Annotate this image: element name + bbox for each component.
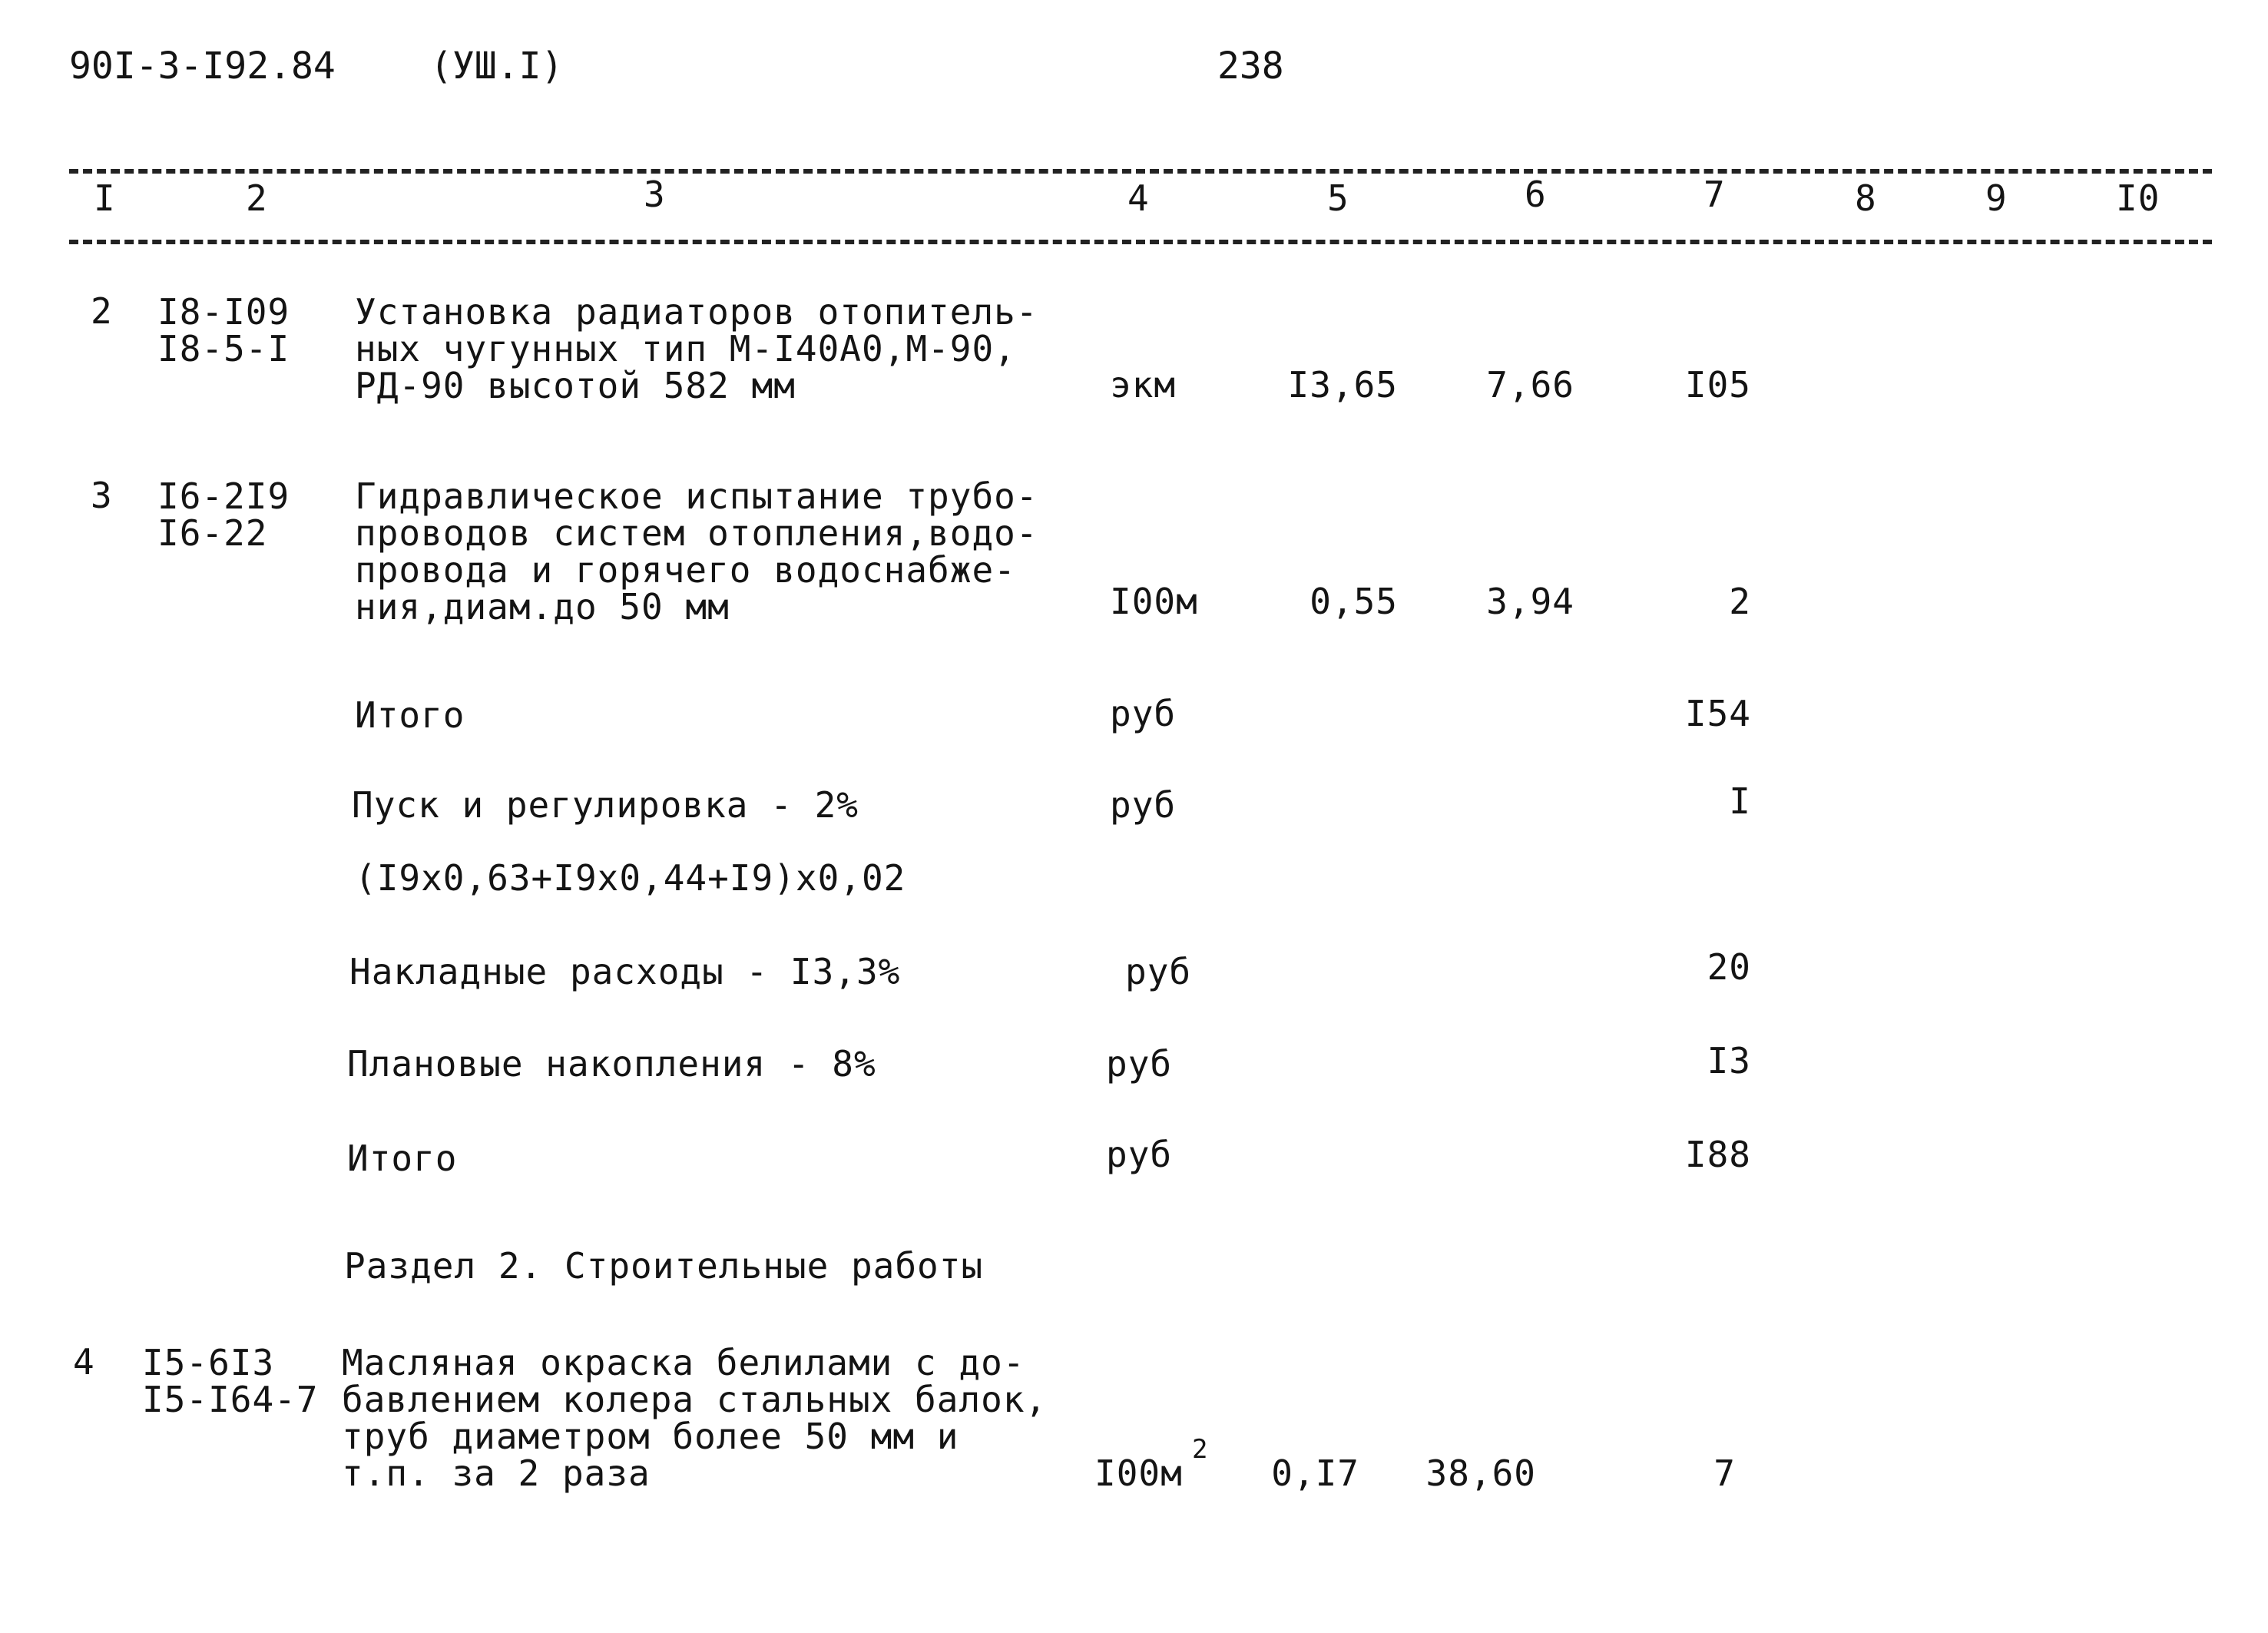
column-header-6: 6 xyxy=(1525,174,1547,215)
row-unit-price: 3,94 xyxy=(1486,581,1574,622)
description-line: проводов систем отопления,водо- xyxy=(355,512,1038,554)
summary-label: Плановые накопления - 8% xyxy=(347,1043,876,1085)
row-number: 4 xyxy=(73,1341,95,1383)
page-number: 238 xyxy=(1217,45,1284,88)
table-header-rule xyxy=(69,240,2212,244)
summary-total: I3 xyxy=(1707,1040,1751,1081)
row-quantity: 0,I7 xyxy=(1271,1452,1359,1494)
code-line: I8-5-I xyxy=(157,328,290,369)
summary-formula: (I9х0,63+I9х0,44+I9)х0,02 xyxy=(355,857,906,899)
row-unit: I00м xyxy=(1094,1452,1183,1494)
column-header-5: 5 xyxy=(1327,177,1349,219)
summary-total: I88 xyxy=(1684,1134,1751,1175)
code-line: I6-2I9 xyxy=(157,475,290,517)
code-line: I5-6I3 xyxy=(142,1342,275,1383)
column-header-8: 8 xyxy=(1855,177,1877,219)
sheet-reference: (УШ.I) xyxy=(430,45,564,88)
document-number: 90I-3-I92.84 xyxy=(69,45,336,88)
column-header-2: 2 xyxy=(246,177,268,219)
row-quantity: I3,65 xyxy=(1287,364,1398,406)
row-total: 7 xyxy=(1713,1452,1736,1494)
summary-unit: руб xyxy=(1106,1043,1173,1085)
summary-total: I54 xyxy=(1684,693,1751,734)
summary-label: Итого xyxy=(355,694,465,736)
summary-unit: руб xyxy=(1110,784,1177,826)
description-line: Масляная окраска белилами с до- xyxy=(342,1342,1025,1383)
table-top-rule xyxy=(69,169,2212,174)
summary-unit: руб xyxy=(1110,693,1177,734)
row-codes xyxy=(142,1344,319,1418)
column-header-10: I0 xyxy=(2116,177,2160,219)
summary-total: I xyxy=(1729,780,1751,822)
row-unit-price: 38,60 xyxy=(1425,1452,1536,1494)
description-line: т.п. за 2 раза xyxy=(342,1452,651,1494)
code-line: I6-22 xyxy=(157,512,268,554)
row-quantity: 0,55 xyxy=(1309,581,1398,622)
row-unit-price: 7,66 xyxy=(1486,364,1574,406)
description-line: ных чугунных тип М-I40А0,М-90, xyxy=(355,328,1016,369)
column-header-1: I xyxy=(94,177,116,219)
row-number: 2 xyxy=(91,290,113,332)
row-codes xyxy=(157,293,290,367)
column-header-7: 7 xyxy=(1703,174,1726,215)
row-number: 3 xyxy=(91,475,113,516)
row-unit-superscript: 2 xyxy=(1192,1434,1208,1465)
row-unit: экм xyxy=(1110,364,1177,406)
column-header-3: 3 xyxy=(644,174,666,215)
summary-unit: руб xyxy=(1106,1134,1173,1175)
description-line: Установка радиаторов отопитель- xyxy=(355,291,1038,333)
column-header-4: 4 xyxy=(1127,177,1150,219)
row-unit: I00м xyxy=(1110,581,1198,622)
description-line: ния,диам.до 50 мм xyxy=(355,586,730,628)
summary-label: Накладные расходы - I3,3% xyxy=(349,951,901,992)
row-total: I05 xyxy=(1684,364,1751,406)
description-line: труб диаметром более 50 мм и xyxy=(342,1416,959,1457)
column-header-9: 9 xyxy=(1985,177,2008,219)
summary-unit: руб xyxy=(1125,951,1192,992)
row-total: 2 xyxy=(1729,581,1751,622)
summary-label: Пуск и регулировка - 2% xyxy=(352,784,859,826)
row-description xyxy=(355,475,1038,628)
row-description xyxy=(355,293,1038,404)
description-line: провода и горячего водоснабже- xyxy=(355,549,1016,591)
row-description xyxy=(342,1344,1047,1492)
description-line: бавлением колера стальных балок, xyxy=(342,1379,1048,1420)
code-line: I8-I09 xyxy=(157,291,290,333)
description-line: Гидравлическое испытание трубо- xyxy=(355,475,1038,517)
summary-label: Итого xyxy=(347,1138,458,1179)
section-title: Раздел 2. Строительные работы xyxy=(344,1245,984,1287)
row-codes xyxy=(157,475,290,554)
code-line: I5-I64-7 xyxy=(142,1379,319,1420)
summary-total: 20 xyxy=(1707,946,1751,988)
description-line: РД-90 высотой 582 мм xyxy=(355,365,796,406)
